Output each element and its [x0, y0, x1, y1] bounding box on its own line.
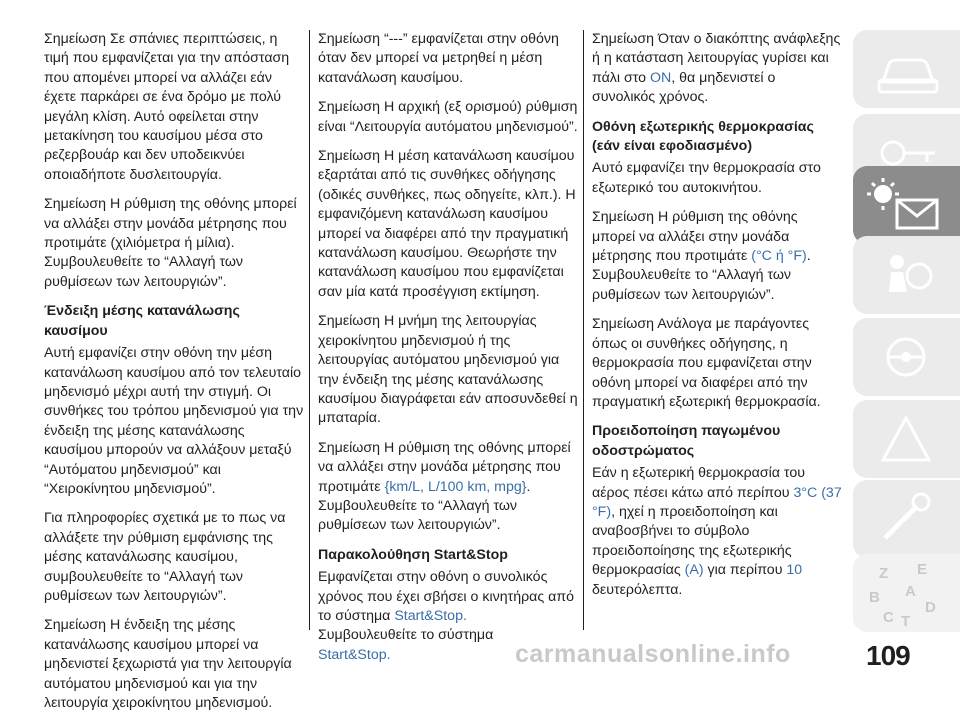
chapter-tab-safety[interactable]: [853, 236, 960, 314]
paragraph-icy-road-warning: Εάν η εξωτερική θερμοκρασία του αέρος πέσει κάτω από περίπου 3°C (37 °F), ηχεί η προειδοποίηση και αναβοσβήνει το σύμβολο προειδοποίησης της εξωτερικής θερμοκρασίας (A) για περίπου 10 δευτερόλεπτα.: [592, 465, 842, 598]
note-default-setting: Σημείωση Η αρχική (εξ ορισμού) ρύθμιση είναι “Λειτουργία αυτόματου μηδενισμού”.: [318, 99, 578, 135]
paragraph-start-stop-description: Εμφανίζεται στην οθόνη ο συνολικός χρόνος που έχει σβήσει ο κινητήρας από το σύστημα Start&Stop. Συμβουλευθείτε το σύστημα Start&Stop.: [318, 569, 575, 663]
note-battery-disconnect: Σημείωση Η μνήμη της λειτουργίας χειροκίνητου μηδενισμού ή της λειτουργίας αυτόματου μηδενισμού για την ένδειξη της μέσης κατανάλωσης καυσίμου διαγράφεται εάν αποσυνδεθεί η μπαταρία.: [318, 313, 578, 427]
note-distance-to-empty: Σημείωση Σε σπάνιες περιπτώσεις, η τιμή που εμφανίζεται για την απόσταση που απομένει μπορεί να αλλάζει εάν έχετε παρκάρει σε ένα δρόμο με πολύ μεγάλη κλίση. Αυτό οφείλεται στην μετακίνηση του καυσίμου μέσα στο ρεζερβουάρ και δεν υποδεικνύει οποιαδήποτε δυσλειτουργία.: [44, 31, 290, 183]
column-divider-2: [583, 30, 584, 630]
heading-start-stop-monitor: Παρακολούθηση Start&Stop: [318, 546, 508, 563]
index-letter-c: C: [883, 609, 894, 626]
note-temperature-unit: Σημείωση Η ρύθμιση της οθόνης μπορεί να αλλάξει στην μονάδα μέτρησης που προτιμάτε (°C ή °F). Συμβουλευθείτε το “Αλλαγή των ρυθμίσεων των λειτουργιών”.: [592, 209, 811, 303]
note-average-fuel-reset: Σημείωση Η ένδειξη της μέσης κατανάλωσης καυσίμου μπορεί να μηδενιστεί ξεχωριστά για την λειτουργία αυτόματου μηδενισμού και για την λειτουργία χειροκίνητου μηδενισμού.: [44, 617, 292, 711]
watermark: carmanualsonline.info: [515, 640, 791, 668]
index-letter-d: D: [925, 599, 936, 616]
chapter-tab-5[interactable]: [853, 400, 960, 478]
page-number: 109: [866, 640, 910, 671]
index-letter-b: B: [869, 589, 880, 606]
chapter-tab-6[interactable]: [853, 480, 960, 558]
note-distance-unit: Σημείωση Η ρύθμιση της οθόνης μπορεί να αλλάξει στην μονάδα μέτρησης που προτιμάτε (χιλιόμετρα ή μίλια). Συμβουλευθείτε το “Αλλαγή των ρυθμίσεων των λειτουργιών”.: [44, 196, 297, 290]
heading-average-fuel-consumption: Ένδειξη μέσης κατανάλωσης καυσίμου: [44, 303, 240, 339]
column-divider-1: [309, 30, 310, 630]
unit-options: {km/L, L/100 km, mpg}: [384, 478, 527, 495]
warning-triangle-icon: [853, 400, 960, 478]
heading-icy-road-warning: Προειδοποίηση παγωμένου οδοστρώματος: [592, 423, 781, 459]
text-column-1: [44, 30, 304, 723]
paragraph-average-fuel-settings: Για πληροφορίες σχετικά με το πως να αλλάξετε την ρύθμιση εμφάνισης της μέσης κατανάλωσης καυσίμου, συμβουλευθείτε το “Αλλαγή των ρυθμίσεων των λειτουργιών”.: [44, 510, 286, 604]
car-front-icon: [853, 30, 960, 108]
chapter-tab-1[interactable]: [853, 30, 960, 108]
text-column-3: [592, 30, 842, 610]
note-ignition-reset: Σημείωση Όταν ο διακόπτης ανάφλεξης ή η κατάσταση λειτουργίας γυρίσει και πάλι στο ON, θα μηδενιστεί ο συνολικός χρόνος.: [592, 31, 841, 106]
note-driving-conditions: Σημείωση Η μέση κατανάλωση καυσίμου εξαρτάται από τις συνθήκες οδήγησης (οδικές συνθήκες, πως οδηγείτε, κλπ.). Η εμφανιζόμενη κατανάλωση καυσίμου μπορεί να διαφέρει από την πραγματική κατανάλωση καυσίμου. Θεωρήστε την κατανάλωση καυσίμου που εμφανίζεται σαν μία κατά προσέγγιση εκτίμηση.: [318, 148, 576, 300]
chapter-tab-sidebar: [853, 0, 960, 678]
index-letter-e: E: [917, 561, 928, 578]
paragraph-outside-temperature: Αυτό εμφανίζει την θερμοκρασία στο εξωτερικό του αυτοκινήτου.: [592, 160, 821, 196]
index-letter-z: Z: [879, 565, 889, 582]
warning-lights-envelope-icon: [853, 166, 960, 244]
note-consumption-unit: Σημείωση Η ρύθμιση της οθόνης μπορεί να αλλάξει στην μονάδα μέτρησης που προτιμάτε {km/L, L/100 km, mpg}. Συμβουλευθείτε το “Αλλαγή των ρυθμίσεων των λειτουργιών”.: [318, 439, 571, 534]
steering-wheel-icon: [853, 318, 960, 396]
note-temperature-difference: Σημείωση Ανάλογα με παράγοντες όπως οι συνθήκες οδήγησης, η θερμοκρασία που εμφανίζεται στην οθόνη μπορεί να διαφέρει από την πραγματική εξωτερική θερμοκρασία.: [592, 316, 821, 410]
note-dashes-display: Σημείωση “---” εμφανίζεται στην οθόνη όταν δεν μπορεί να μετρηθεί η μέση κατανάλωση καυσίμου.: [318, 31, 559, 86]
paragraph-average-fuel-description: Αυτή εμφανίζει στην οθόνη την μέση κατανάλωση καυσίμου από τον τελευταίο μηδενισμό μέχρι αυτή την στιγμή. Οι συνθήκες του τρόπου μηδενισμού για την ένδειξη της μέσης κατανάλωσης καυσίμου μπορούν να αλλάξουν μεταξύ “Αυτόματου μηδενισμού” και “Χειροκίνητου μηδενισμού”.: [44, 345, 304, 497]
text-column-2: [318, 30, 580, 675]
index-letter-a: A: [905, 583, 916, 600]
chapter-tab-dashboard-active[interactable]: [853, 166, 960, 244]
alphabet-index-icon: [853, 554, 960, 632]
heading-outside-temperature: Οθόνη εξωτερικής θερμοκρασίας (εάν είναι εφοδιασμένο): [592, 118, 814, 155]
chapter-tab-4[interactable]: [853, 318, 960, 396]
chapter-tab-index[interactable]: [853, 554, 960, 632]
airbag-person-icon: [853, 236, 960, 314]
index-letter-t: T: [901, 613, 911, 630]
wrench-car-icon: [853, 480, 960, 558]
